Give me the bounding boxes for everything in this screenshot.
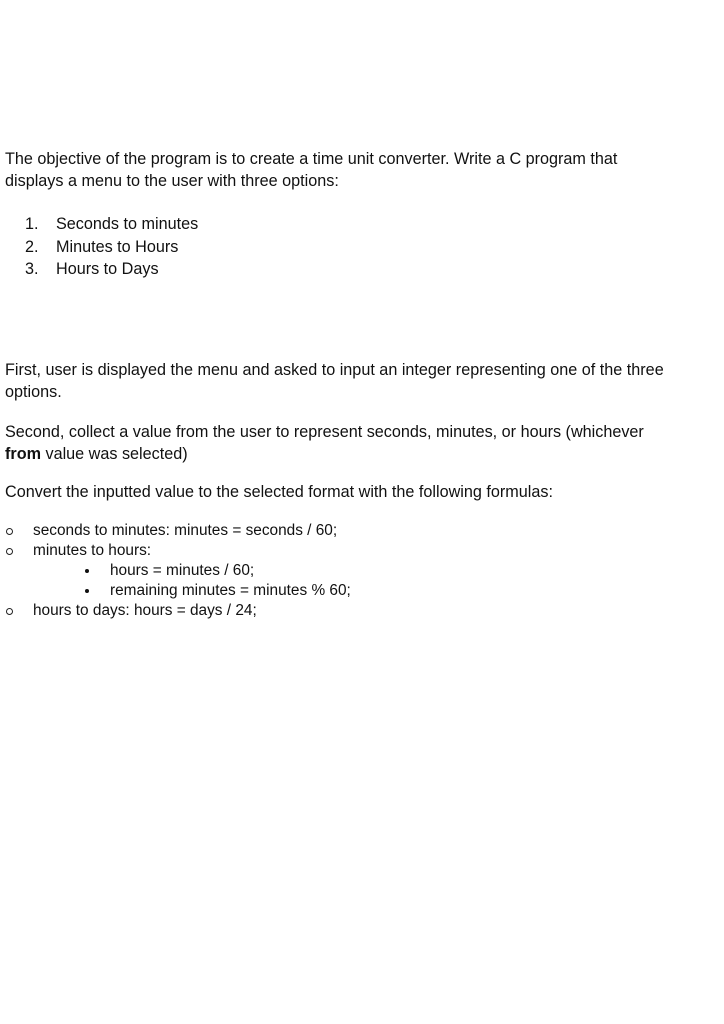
second-line-1: Second, collect a value from the user to represent seconds, minutes, or hours (whichever [5, 423, 644, 441]
convert-paragraph: Convert the inputted value to the selected format with the following formulas: [5, 483, 553, 501]
list-item-label: Hours to Days [56, 260, 159, 278]
hollow-bullet-icon [6, 548, 13, 555]
first-paragraph [5, 359, 721, 403]
second-line-2-rest: value was selected) [40, 445, 188, 463]
formula-remaining-minutes: remaining minutes = minutes % 60; [110, 582, 351, 599]
formula-seconds-to-minutes: seconds to minutes: minutes = seconds / 60; [33, 522, 338, 539]
formula-hours-to-days: hours to days: hours = days / 24; [33, 602, 257, 619]
list-item-label: Seconds to minutes [56, 215, 199, 233]
intro-paragraph [5, 148, 721, 192]
list-item [25, 213, 198, 236]
menu-options-list [25, 213, 198, 281]
formula-minutes-to-hours: minutes to hours: [33, 542, 152, 559]
formula-hours: hours = minutes / 60; [110, 562, 255, 579]
list-item-label: Minutes to Hours [56, 237, 179, 256]
intro-line-2: displays a menu to the user with three options: [5, 172, 339, 190]
second-paragraph [5, 421, 721, 465]
intro-line-1: The objective of the program is to create a time unit converter. Write a C program that [5, 150, 618, 168]
first-line-2: options. [5, 383, 62, 401]
hollow-bullet-icon [6, 528, 13, 535]
second-line-2 [5, 443, 721, 465]
bold-from: from [5, 445, 41, 463]
list-item-number: 2. [25, 237, 39, 256]
filled-bullet-icon [85, 589, 89, 593]
list-item [25, 258, 198, 281]
list-item-number: 1. [25, 215, 39, 233]
first-line-1: First, user is displayed the menu and asked to input an integer representing one of the three [5, 361, 664, 379]
list-item-number: 3. [25, 260, 39, 278]
list-item [25, 236, 198, 259]
filled-bullet-icon [85, 569, 89, 573]
hollow-bullet-icon [6, 608, 13, 615]
